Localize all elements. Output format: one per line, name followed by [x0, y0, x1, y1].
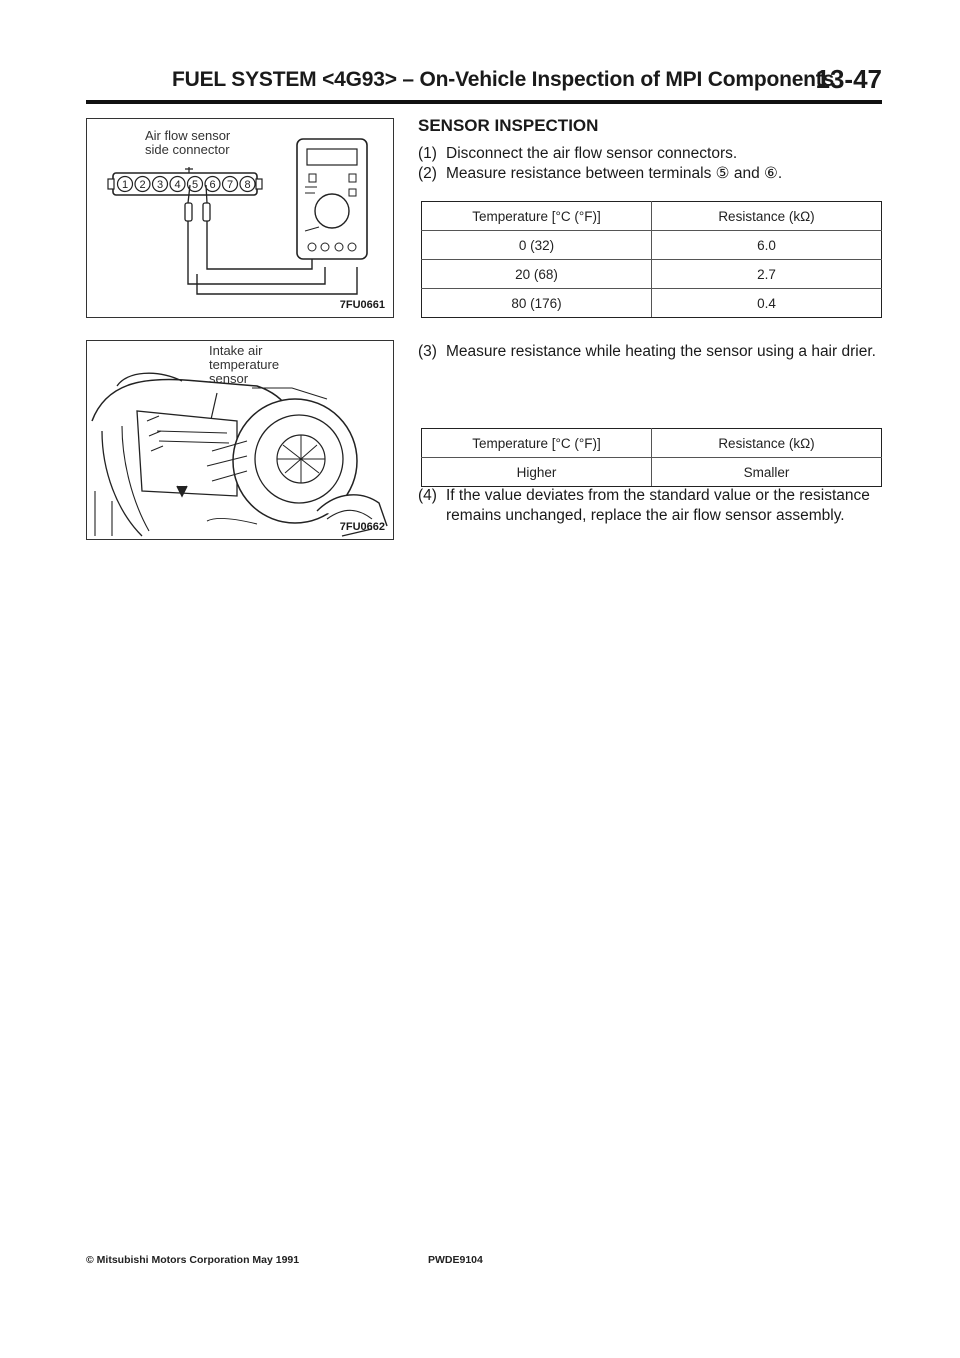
connector-pin-label: 2 — [139, 179, 146, 191]
table-cell: 6.0 — [652, 231, 882, 260]
table-row — [422, 260, 882, 289]
table-cell: Higher — [422, 458, 652, 487]
resistance-table-1 — [421, 201, 882, 318]
step-text: Disconnect the air flow sensor connectors. — [446, 145, 738, 162]
figure-air-flow-sensor-connector — [86, 118, 394, 318]
page-title: FUEL SYSTEM <4G93> – On-Vehicle Inspection of MPI Components — [172, 68, 835, 91]
step-2 — [418, 164, 882, 184]
step-number: (2) — [418, 165, 437, 182]
table-cell: Smaller — [652, 458, 882, 487]
connector-pin-label: 3 — [156, 179, 164, 191]
figure-code: 7FU0662 — [339, 521, 385, 533]
step-1 — [418, 144, 882, 164]
connector-multimeter-illustration — [87, 119, 392, 316]
step-number: (3) — [418, 343, 437, 360]
section-title: SENSOR INSPECTION — [418, 116, 599, 135]
figure-caption-line2: temperature — [209, 357, 280, 372]
step-text: Measure resistance while heating the sensor using a hair drier. — [446, 343, 876, 360]
figure-caption-line1: Intake air — [209, 343, 263, 358]
table-header-cell: Temperature [°C (°F)] — [422, 429, 652, 458]
replacement-step-block — [418, 486, 882, 526]
connector-pin-label: 5 — [191, 179, 199, 191]
page-number: 13-47 — [815, 64, 882, 94]
table-row — [422, 231, 882, 260]
figure-caption-line3: sensor — [209, 371, 249, 386]
table-header-cell: Temperature [°C (°F)] — [422, 202, 652, 231]
sensor-hair-drier-illustration — [87, 341, 392, 538]
table-cell: 80 (176) — [422, 289, 652, 318]
footer-copyright: © Mitsubishi Motors Corporation May 1991 — [86, 1254, 300, 1266]
step-text: If the value deviates from the standard value or the resistance remains unchanged, replace the air flow sensor assembly. — [446, 487, 870, 524]
connector-pin-label: 7 — [226, 179, 234, 191]
step-text: Measure resistance between terminals ⑤ and ⑥. — [446, 165, 783, 182]
table-cell: 0 (32) — [422, 231, 652, 260]
table-header-cell: Resistance (kΩ) — [652, 202, 882, 231]
table-row — [422, 289, 882, 318]
footer-code: PWDE9104 — [428, 1254, 483, 1266]
step-number: (1) — [418, 145, 437, 162]
step-3 — [418, 342, 882, 362]
figure-intake-air-temperature-sensor — [86, 340, 394, 540]
figure-caption-line1: Air flow sensor — [145, 128, 231, 143]
header-rule — [86, 100, 882, 104]
connector-pin-label: 6 — [209, 179, 216, 191]
step-4 — [418, 486, 882, 526]
connector-pin-label: 1 — [121, 179, 129, 191]
table-row — [422, 458, 882, 487]
heating-step-block — [418, 342, 882, 362]
step-number: (4) — [418, 487, 437, 504]
table-cell: 20 (68) — [422, 260, 652, 289]
resistance-table-2 — [421, 428, 882, 487]
page-header — [86, 64, 882, 102]
table-header-cell: Resistance (kΩ) — [652, 429, 882, 458]
table-cell: 2.7 — [652, 260, 882, 289]
table-header-row — [422, 429, 882, 458]
table-cell: 0.4 — [652, 289, 882, 318]
connector-pin-label: 4 — [174, 179, 181, 191]
sensor-inspection-section — [418, 116, 882, 184]
table-header-row — [422, 202, 882, 231]
figure-caption-line2: side connector — [145, 142, 230, 157]
figure-code: 7FU0661 — [339, 299, 385, 311]
connector-pin-label: 8 — [244, 179, 251, 191]
